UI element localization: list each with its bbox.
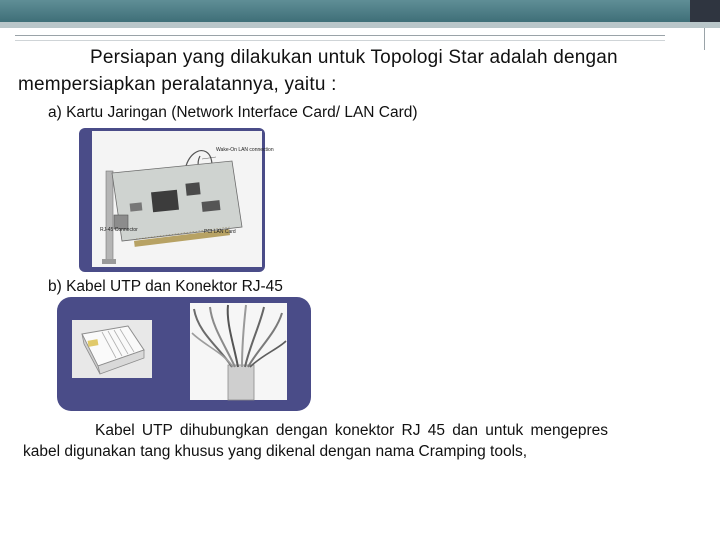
header-bar-accent — [0, 0, 690, 22]
slide-title — [18, 44, 658, 98]
title-rule-top — [15, 35, 665, 37]
slide-title-text: Persiapan yang dilakukan untuk Topologi Star adalah dengan mempersiapkan peralatannya, yaitu : — [18, 47, 618, 95]
annot-pci-card: PCI LAN Card — [204, 229, 236, 235]
item-a-caption: a) Kartu Jaringan (Network Interface Card/ LAN Card) — [48, 104, 418, 121]
title-rule-bottom — [15, 40, 665, 42]
body-paragraph — [23, 420, 608, 462]
annot-rj45-connector: RJ-45 Connector — [100, 227, 138, 233]
lan-card-image — [92, 131, 274, 267]
item-b-caption: b) Kabel UTP dan Konektor RJ-45 — [48, 278, 283, 295]
header-strip — [0, 22, 720, 28]
annot-lan-connection: Wake-On LAN connection — [216, 147, 274, 153]
title-rule-vertical — [704, 28, 706, 50]
rj45-connector-image — [72, 320, 152, 378]
body-paragraph-text: Kabel UTP dihubungkan dengan konektor RJ 45 dan untuk mengepres kabel digunakan tang khusus yang dikenal dengan nama Cramping tools, — [23, 422, 608, 460]
utp-cable-image — [190, 303, 287, 400]
